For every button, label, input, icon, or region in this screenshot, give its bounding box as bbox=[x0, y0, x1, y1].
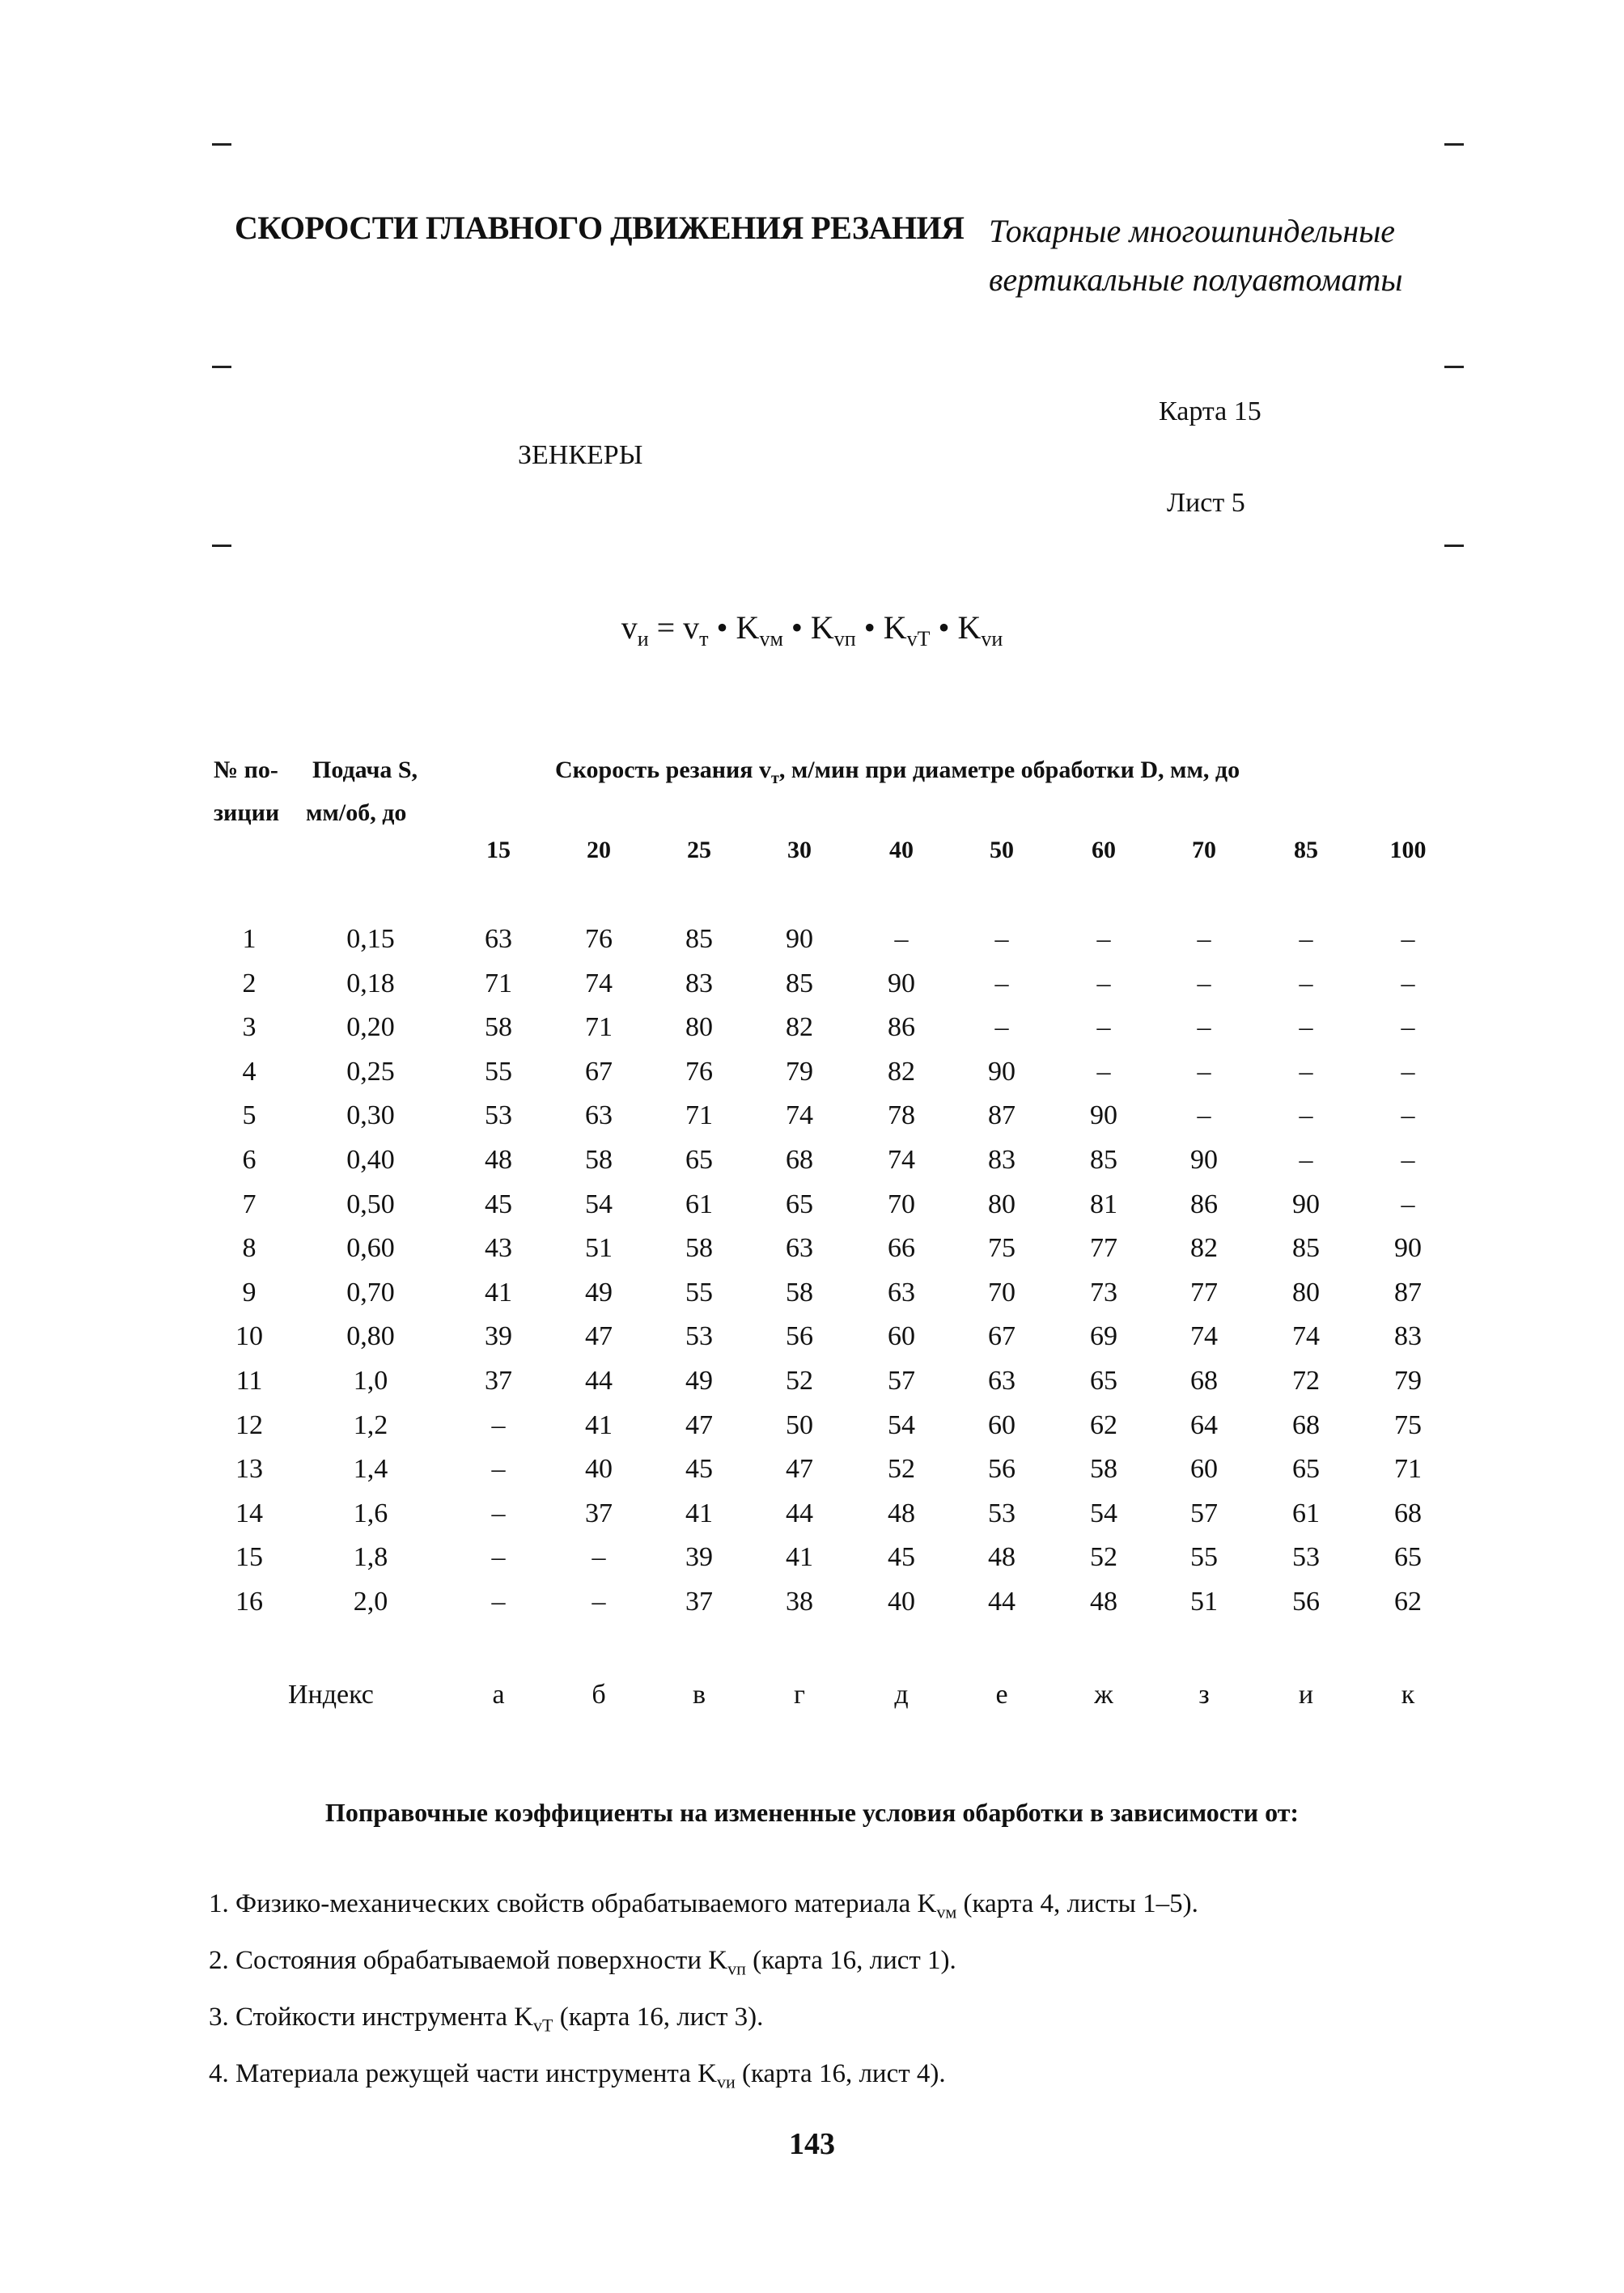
speed-value-cell: 90 bbox=[1090, 1100, 1117, 1131]
speed-value-cell: 70 bbox=[888, 1189, 915, 1219]
speed-value-cell: 38 bbox=[786, 1587, 813, 1617]
speed-value-cell: – bbox=[1299, 968, 1313, 998]
diameter-header-cell: 70 bbox=[1192, 837, 1216, 863]
page-number: 143 bbox=[789, 2127, 835, 2161]
row-position-cell: 5 bbox=[242, 1100, 257, 1131]
speed-value-cell: 47 bbox=[786, 1454, 813, 1485]
speed-value-cell: 61 bbox=[1292, 1498, 1320, 1528]
speed-value-cell: 62 bbox=[1090, 1409, 1117, 1440]
speed-value-cell: 74 bbox=[786, 1100, 813, 1131]
corner-mark bbox=[212, 545, 231, 547]
speed-value-cell: 54 bbox=[1090, 1498, 1117, 1528]
page-title: СКОРОСТИ ГЛАВНОГО ДВИЖЕНИЯ РЕЗАНИЯ bbox=[235, 210, 965, 246]
diameter-header-cell: 20 bbox=[587, 837, 611, 863]
speed-value-cell: 74 bbox=[888, 1145, 915, 1175]
speed-value-cell: 67 bbox=[585, 1056, 613, 1087]
speed-value-cell: – bbox=[1299, 1145, 1313, 1175]
speed-value-cell: – bbox=[1096, 924, 1111, 954]
speed-value-cell: – bbox=[1299, 924, 1313, 954]
diameter-header-cell: 50 bbox=[990, 837, 1014, 863]
speed-value-cell: 41 bbox=[685, 1498, 713, 1528]
speed-value-cell: – bbox=[1401, 1100, 1415, 1131]
speed-value-cell: 37 bbox=[585, 1498, 613, 1528]
note-reference: (карта 16, лист 3). bbox=[553, 2003, 764, 2032]
speed-value-cell: 53 bbox=[485, 1100, 512, 1131]
row-feed-cell: 0,20 bbox=[346, 1012, 395, 1043]
row-feed-cell: 0,70 bbox=[346, 1277, 395, 1308]
row-feed-cell: 0,15 bbox=[346, 924, 395, 954]
row-position-cell: 8 bbox=[242, 1233, 257, 1264]
speed-value-cell: 90 bbox=[786, 924, 813, 954]
speed-value-cell: – bbox=[1096, 1056, 1111, 1087]
index-letter-cell: е bbox=[995, 1680, 1008, 1710]
speed-value-cell: 48 bbox=[1090, 1587, 1117, 1617]
speed-value-cell: – bbox=[1197, 1012, 1211, 1043]
speed-value-cell: 90 bbox=[988, 1056, 1016, 1087]
note-text: 1. Физико-механических свойств обрабатываемого материала K bbox=[209, 1889, 937, 1918]
speed-value-cell: 51 bbox=[585, 1233, 613, 1264]
speed-value-cell: 85 bbox=[1090, 1145, 1117, 1175]
speed-value-cell: – bbox=[1096, 1012, 1111, 1043]
speed-value-cell: 52 bbox=[786, 1366, 813, 1396]
notes-title: Поправочные коэффициенты на измененные условия обарботки в зависимости от: bbox=[324, 1798, 1300, 1827]
speed-value-cell: 85 bbox=[685, 924, 713, 954]
speed-value-cell: – bbox=[894, 924, 909, 954]
speed-value-cell: – bbox=[491, 1498, 506, 1528]
speed-value-cell: 55 bbox=[485, 1056, 512, 1087]
speed-value-cell: 53 bbox=[988, 1498, 1016, 1528]
index-letter-cell: г bbox=[794, 1680, 805, 1710]
speed-value-cell: 58 bbox=[786, 1277, 813, 1308]
speed-value-cell: 77 bbox=[1090, 1233, 1117, 1264]
speed-value-cell: 62 bbox=[1394, 1587, 1422, 1617]
speed-value-cell: 47 bbox=[685, 1409, 713, 1440]
row-feed-cell: 0,60 bbox=[346, 1233, 395, 1264]
speed-value-cell: 40 bbox=[888, 1587, 915, 1617]
speed-value-cell: 70 bbox=[988, 1277, 1016, 1308]
subtitle-line-1: Токарные многошпиндельные bbox=[989, 213, 1396, 249]
speed-value-cell: – bbox=[1299, 1100, 1313, 1131]
row-position-cell: 11 bbox=[235, 1366, 263, 1396]
note-reference: (карта 16, лист 4). bbox=[735, 2059, 946, 2088]
diameter-header-cell: 40 bbox=[889, 837, 914, 863]
speed-value-cell: 79 bbox=[786, 1056, 813, 1087]
speed-value-cell: 83 bbox=[1394, 1321, 1422, 1352]
speed-value-cell: 87 bbox=[1394, 1277, 1422, 1308]
speed-value-cell: 63 bbox=[786, 1233, 813, 1264]
index-letter-cell: б bbox=[592, 1680, 606, 1710]
speed-value-cell: 67 bbox=[988, 1321, 1016, 1352]
speed-value-cell: 55 bbox=[685, 1277, 713, 1308]
speed-value-cell: 54 bbox=[585, 1189, 613, 1219]
card-label: Карта 15 bbox=[1159, 396, 1261, 426]
speed-value-cell: 63 bbox=[585, 1100, 613, 1131]
speed-value-cell: – bbox=[994, 924, 1009, 954]
speed-value-cell: 64 bbox=[1190, 1409, 1218, 1440]
speed-value-cell: 49 bbox=[585, 1277, 613, 1308]
speed-value-cell: 66 bbox=[888, 1233, 915, 1264]
speed-value-cell: 86 bbox=[888, 1012, 915, 1043]
speed-value-cell: 48 bbox=[988, 1542, 1016, 1573]
row-feed-cell: 1,0 bbox=[353, 1366, 388, 1396]
speed-value-cell: 83 bbox=[685, 968, 713, 998]
speed-value-cell: 65 bbox=[685, 1145, 713, 1175]
speed-value-cell: 57 bbox=[1190, 1498, 1218, 1528]
speed-value-cell: 85 bbox=[786, 968, 813, 998]
speed-value-cell: 82 bbox=[786, 1012, 813, 1043]
note-item bbox=[209, 2059, 946, 2093]
speed-value-cell: 68 bbox=[1190, 1366, 1218, 1396]
speed-value-cell: – bbox=[1401, 1189, 1415, 1219]
diameter-header-cell: 15 bbox=[486, 837, 511, 863]
diameter-header-cell: 85 bbox=[1294, 837, 1318, 863]
row-position-cell: 2 bbox=[242, 968, 257, 998]
corner-mark bbox=[1444, 143, 1464, 146]
row-position-cell: 12 bbox=[235, 1409, 263, 1440]
speed-value-cell: 80 bbox=[988, 1189, 1016, 1219]
speed-value-cell: 90 bbox=[1292, 1189, 1320, 1219]
speed-value-cell: 45 bbox=[485, 1189, 512, 1219]
col-header-position-2: зиции bbox=[214, 799, 280, 826]
section-title: ЗЕНКЕРЫ bbox=[518, 440, 643, 470]
speed-value-cell: 39 bbox=[685, 1542, 713, 1573]
speed-value-cell: 55 bbox=[1190, 1542, 1218, 1573]
diameter-header-cell: 100 bbox=[1389, 837, 1427, 863]
speed-value-cell: 58 bbox=[485, 1012, 512, 1043]
speed-value-cell: 51 bbox=[1190, 1587, 1218, 1617]
speed-value-cell: – bbox=[592, 1542, 606, 1573]
speed-value-cell: 37 bbox=[685, 1587, 713, 1617]
speed-value-cell: 65 bbox=[786, 1189, 813, 1219]
speed-value-cell: – bbox=[491, 1409, 506, 1440]
speed-value-cell: 61 bbox=[685, 1189, 713, 1219]
note-subscript: vT bbox=[533, 2015, 553, 2036]
speed-value-cell: 48 bbox=[888, 1498, 915, 1528]
col-header-feed-2: мм/об, до bbox=[306, 799, 407, 826]
speed-value-cell: 60 bbox=[1190, 1454, 1218, 1485]
speed-value-cell: 74 bbox=[1292, 1321, 1320, 1352]
speed-value-cell: 87 bbox=[988, 1100, 1016, 1131]
speed-value-cell: 79 bbox=[1394, 1366, 1422, 1396]
speed-value-cell: 68 bbox=[786, 1145, 813, 1175]
speed-value-cell: 56 bbox=[988, 1454, 1016, 1485]
speed-value-cell: 48 bbox=[485, 1145, 512, 1175]
speed-value-cell: 75 bbox=[1394, 1409, 1422, 1440]
index-letter-cell: ж bbox=[1094, 1680, 1113, 1710]
speed-value-cell: 73 bbox=[1090, 1277, 1117, 1308]
index-letter-cell: в bbox=[692, 1680, 706, 1710]
row-feed-cell: 0,50 bbox=[346, 1189, 395, 1219]
speed-value-cell: 45 bbox=[685, 1454, 713, 1485]
speed-value-cell: – bbox=[1197, 1056, 1211, 1087]
index-letter-cell: и bbox=[1298, 1680, 1314, 1710]
speed-value-cell: – bbox=[1197, 968, 1211, 998]
row-position-cell: 10 bbox=[235, 1321, 263, 1352]
index-letter-cell: а bbox=[492, 1680, 505, 1710]
row-feed-cell: 0,18 bbox=[346, 968, 395, 998]
row-position-cell: 14 bbox=[235, 1498, 263, 1528]
speed-value-cell: 37 bbox=[485, 1366, 512, 1396]
speed-value-cell: 71 bbox=[485, 968, 512, 998]
speed-value-cell: 81 bbox=[1090, 1189, 1117, 1219]
speed-value-cell: 54 bbox=[888, 1409, 915, 1440]
speed-formula: $v_и = v_т$ • $K_{vм}$ • $K_{vп}$ • $K_{vT}$ • $K_{vи}$ bbox=[621, 609, 1003, 651]
index-letter-cell: к bbox=[1401, 1680, 1415, 1710]
speed-value-cell: 65 bbox=[1090, 1366, 1117, 1396]
speed-value-cell: 40 bbox=[585, 1454, 613, 1485]
speed-value-cell: 57 bbox=[888, 1366, 915, 1396]
speed-value-cell: 90 bbox=[888, 968, 915, 998]
speed-value-cell: 74 bbox=[1190, 1321, 1218, 1352]
speed-value-cell: – bbox=[1299, 1056, 1313, 1087]
speed-value-cell: 63 bbox=[988, 1366, 1016, 1396]
speed-value-cell: 83 bbox=[988, 1145, 1016, 1175]
speed-value-cell: – bbox=[1401, 968, 1415, 998]
note-subscript: vм bbox=[936, 1901, 957, 1922]
subtitle-line-2: вертикальные полуавтоматы bbox=[989, 261, 1403, 298]
row-feed-cell: 0,80 bbox=[346, 1321, 395, 1352]
speed-value-cell: 44 bbox=[988, 1587, 1016, 1617]
speed-value-cell: 56 bbox=[786, 1321, 813, 1352]
corner-mark bbox=[1444, 366, 1464, 368]
speed-value-cell: 80 bbox=[685, 1012, 713, 1043]
speed-value-cell: – bbox=[1299, 1012, 1313, 1043]
index-label: Индекс bbox=[288, 1680, 374, 1710]
speed-value-cell: 76 bbox=[685, 1056, 713, 1087]
speed-value-cell: 53 bbox=[685, 1321, 713, 1352]
row-position-cell: 4 bbox=[242, 1056, 257, 1087]
speed-value-cell: 41 bbox=[585, 1409, 613, 1440]
speed-value-cell: 68 bbox=[1394, 1498, 1422, 1528]
speed-value-cell: – bbox=[491, 1587, 506, 1617]
speed-value-cell: 60 bbox=[988, 1409, 1016, 1440]
row-position-cell: 15 bbox=[235, 1542, 263, 1573]
speed-value-cell: 45 bbox=[888, 1542, 915, 1573]
speed-value-cell: 56 bbox=[1292, 1587, 1320, 1617]
speed-value-cell: 41 bbox=[485, 1277, 512, 1308]
note-reference: (карта 16, лист 1). bbox=[745, 1946, 956, 1975]
note-subscript: vи bbox=[716, 2071, 736, 2092]
speed-value-cell: 43 bbox=[485, 1233, 512, 1264]
speed-value-cell: 52 bbox=[888, 1454, 915, 1485]
row-position-cell: 3 bbox=[242, 1012, 257, 1043]
note-item bbox=[209, 2003, 763, 2037]
row-feed-cell: 0,40 bbox=[346, 1145, 395, 1175]
col-header-speed: Скорость резания $v_т$, м/мин при диаметре обработки D, мм, до bbox=[555, 757, 1240, 787]
speed-value-cell: – bbox=[1096, 968, 1111, 998]
speed-value-cell: 44 bbox=[585, 1366, 613, 1396]
speed-value-cell: 76 bbox=[585, 924, 613, 954]
row-feed-cell: 0,30 bbox=[346, 1100, 395, 1131]
speed-value-cell: – bbox=[1401, 1012, 1415, 1043]
note-item bbox=[209, 1889, 1198, 1923]
row-feed-cell: 2,0 bbox=[353, 1587, 388, 1617]
speed-value-cell: – bbox=[1401, 1056, 1415, 1087]
speed-value-cell: 63 bbox=[888, 1277, 915, 1308]
speed-value-cell: 75 bbox=[988, 1233, 1016, 1264]
index-letter-cell: з bbox=[1198, 1680, 1210, 1710]
row-position-cell: 13 bbox=[235, 1454, 263, 1485]
speed-value-cell: 78 bbox=[888, 1100, 915, 1131]
col-header-feed-1: Подача S, bbox=[312, 757, 418, 783]
col-header-position-1: № по- bbox=[214, 757, 278, 783]
speed-value-cell: 90 bbox=[1394, 1233, 1422, 1264]
row-feed-cell: 1,2 bbox=[353, 1409, 388, 1440]
note-text: 3. Стойкости инструмента K bbox=[209, 2003, 534, 2032]
speed-value-cell: – bbox=[994, 1012, 1009, 1043]
speed-value-cell: – bbox=[491, 1542, 506, 1573]
speed-value-cell: 71 bbox=[1394, 1454, 1422, 1485]
diameter-header-cell: 60 bbox=[1092, 837, 1116, 863]
speed-value-cell: 80 bbox=[1292, 1277, 1320, 1308]
row-feed-cell: 1,4 bbox=[353, 1454, 388, 1485]
speed-value-cell: – bbox=[994, 968, 1009, 998]
note-subscript: vп bbox=[727, 1958, 746, 1979]
row-position-cell: 1 bbox=[242, 924, 257, 954]
speed-value-cell: 86 bbox=[1190, 1189, 1218, 1219]
speed-value-cell: 49 bbox=[685, 1366, 713, 1396]
speed-value-cell: 90 bbox=[1190, 1145, 1218, 1175]
diameter-header-cell: 25 bbox=[687, 837, 711, 863]
speed-value-cell: – bbox=[592, 1587, 606, 1617]
speed-value-cell: 53 bbox=[1292, 1542, 1320, 1573]
speed-value-cell: 63 bbox=[485, 924, 512, 954]
row-position-cell: 7 bbox=[242, 1189, 257, 1219]
speed-value-cell: – bbox=[1197, 924, 1211, 954]
speed-value-cell: 50 bbox=[786, 1409, 813, 1440]
row-position-cell: 16 bbox=[235, 1587, 263, 1617]
corner-mark bbox=[212, 143, 231, 146]
diameter-header-cell: 30 bbox=[787, 837, 812, 863]
speed-value-cell: 39 bbox=[485, 1321, 512, 1352]
speed-value-cell: – bbox=[491, 1454, 506, 1485]
row-position-cell: 9 bbox=[242, 1277, 257, 1308]
row-feed-cell: 0,25 bbox=[346, 1056, 395, 1087]
speed-value-cell: – bbox=[1401, 1145, 1415, 1175]
speed-value-cell: 58 bbox=[685, 1233, 713, 1264]
note-reference: (карта 4, листы 1–5). bbox=[956, 1889, 1198, 1918]
speed-value-cell: 77 bbox=[1190, 1277, 1218, 1308]
speed-value-cell: 82 bbox=[888, 1056, 915, 1087]
speed-value-cell: 58 bbox=[1090, 1454, 1117, 1485]
speed-value-cell: 52 bbox=[1090, 1542, 1117, 1573]
corner-mark bbox=[1444, 545, 1464, 547]
note-text: 4. Материала режущей части инструмента K bbox=[209, 2059, 717, 2088]
speed-value-cell: 44 bbox=[786, 1498, 813, 1528]
speed-value-cell: 60 bbox=[888, 1321, 915, 1352]
row-feed-cell: 1,8 bbox=[353, 1542, 388, 1573]
speed-value-cell: – bbox=[1401, 924, 1415, 954]
speed-value-cell: 71 bbox=[685, 1100, 713, 1131]
speed-value-cell: 65 bbox=[1292, 1454, 1320, 1485]
corner-mark bbox=[212, 366, 231, 368]
speed-value-cell: 71 bbox=[585, 1012, 613, 1043]
speed-value-cell: 68 bbox=[1292, 1409, 1320, 1440]
note-item bbox=[209, 1946, 956, 1980]
speed-value-cell: 72 bbox=[1292, 1366, 1320, 1396]
sheet-label: Лист 5 bbox=[1167, 488, 1245, 518]
speed-value-cell: 65 bbox=[1394, 1542, 1422, 1573]
row-feed-cell: 1,6 bbox=[353, 1498, 388, 1528]
speed-value-cell: 82 bbox=[1190, 1233, 1218, 1264]
speed-value-cell: – bbox=[1197, 1100, 1211, 1131]
speed-value-cell: 47 bbox=[585, 1321, 613, 1352]
row-position-cell: 6 bbox=[242, 1145, 257, 1175]
speed-value-cell: 58 bbox=[585, 1145, 613, 1175]
index-letter-cell: д bbox=[894, 1680, 909, 1710]
speed-value-cell: 85 bbox=[1292, 1233, 1320, 1264]
speed-value-cell: 74 bbox=[585, 968, 613, 998]
speed-value-cell: 41 bbox=[786, 1542, 813, 1573]
note-text: 2. Состояния обрабатываемой поверхности K bbox=[209, 1946, 728, 1975]
speed-value-cell: 69 bbox=[1090, 1321, 1117, 1352]
